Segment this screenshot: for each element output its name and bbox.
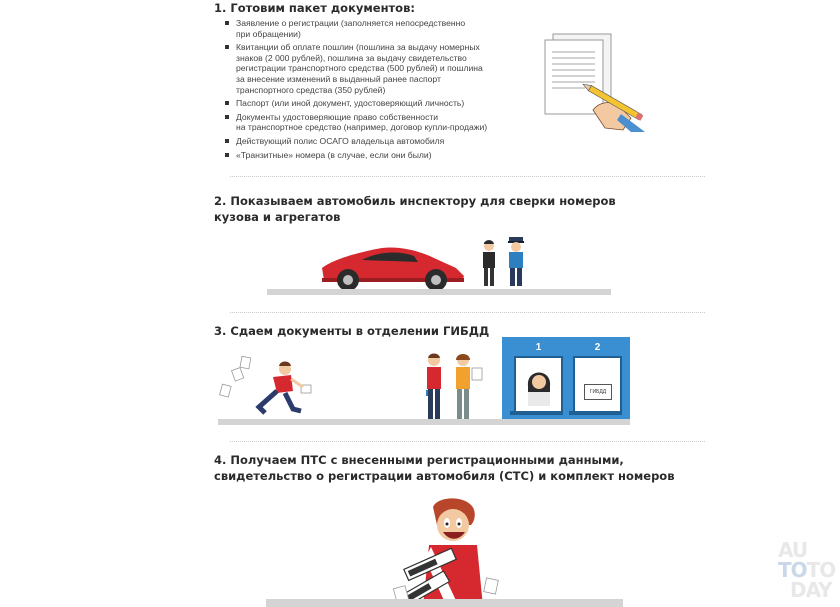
queue-woman-icon <box>452 352 492 422</box>
queue-man-icon <box>423 352 445 422</box>
office-window-1: 1 <box>514 356 563 415</box>
divider <box>230 176 705 177</box>
list-item: «Транзитные» номера (в случае, если они были) <box>224 150 524 161</box>
step-4-title: 4. Получаем ПТС с внесенными регистрационными данными, свидетельство о регистрации автомобиля (СТС) и комплект номеров <box>214 453 675 483</box>
red-sports-car-icon <box>318 240 468 292</box>
gibdd-office-icon <box>502 337 630 421</box>
list-item: Квитанции об оплате пошлин (пошлина за выдачу номерных знаков (2 000 рублей), пошлина за выдачу свидетельство регистрации транспортного средства (500 рублей) и пошлина за внесение изменений в выданный ранее паспорт транспортного средства (350 рублей) <box>224 42 524 95</box>
list-item: Заявление о регистрации (заполняется непосредственно при обращении) <box>224 18 524 39</box>
happy-man-with-plates-icon <box>385 495 520 607</box>
office-window-2: 2 ГИБДД <box>573 356 622 415</box>
owner-figure-icon <box>478 240 500 288</box>
divider <box>230 312 705 313</box>
ground-line <box>218 419 630 425</box>
divider <box>230 441 705 442</box>
step-3-title: 3. Сдаем документы в отделении ГИБДД <box>214 324 490 338</box>
step-1-title: 1. Готовим пакет документов: <box>214 1 415 15</box>
inspector-figure-icon <box>505 236 527 288</box>
list-item: Действующий полис ОСАГО владельца автомобиля <box>224 136 524 147</box>
list-item: Документы удостоверяющие право собственности на транспортное средство (например, договор купли-продажи) <box>224 112 524 133</box>
gibdd-sign: ГИБДД <box>584 384 612 400</box>
ground-line <box>266 599 623 607</box>
documents-list <box>224 18 524 163</box>
list-item: Паспорт (или иной документ, удостоверяющий личность) <box>224 98 524 109</box>
ground-line <box>267 289 611 295</box>
clerk-figure-icon <box>522 366 556 406</box>
step-2-title: 2. Показываем автомобиль инспектору для сверки номеров кузова и агрегатов <box>214 194 616 224</box>
document-with-pencil-icon <box>535 28 670 133</box>
autotoday-watermark: AU TOTO DAY <box>778 538 836 602</box>
running-man-icon <box>215 355 315 420</box>
